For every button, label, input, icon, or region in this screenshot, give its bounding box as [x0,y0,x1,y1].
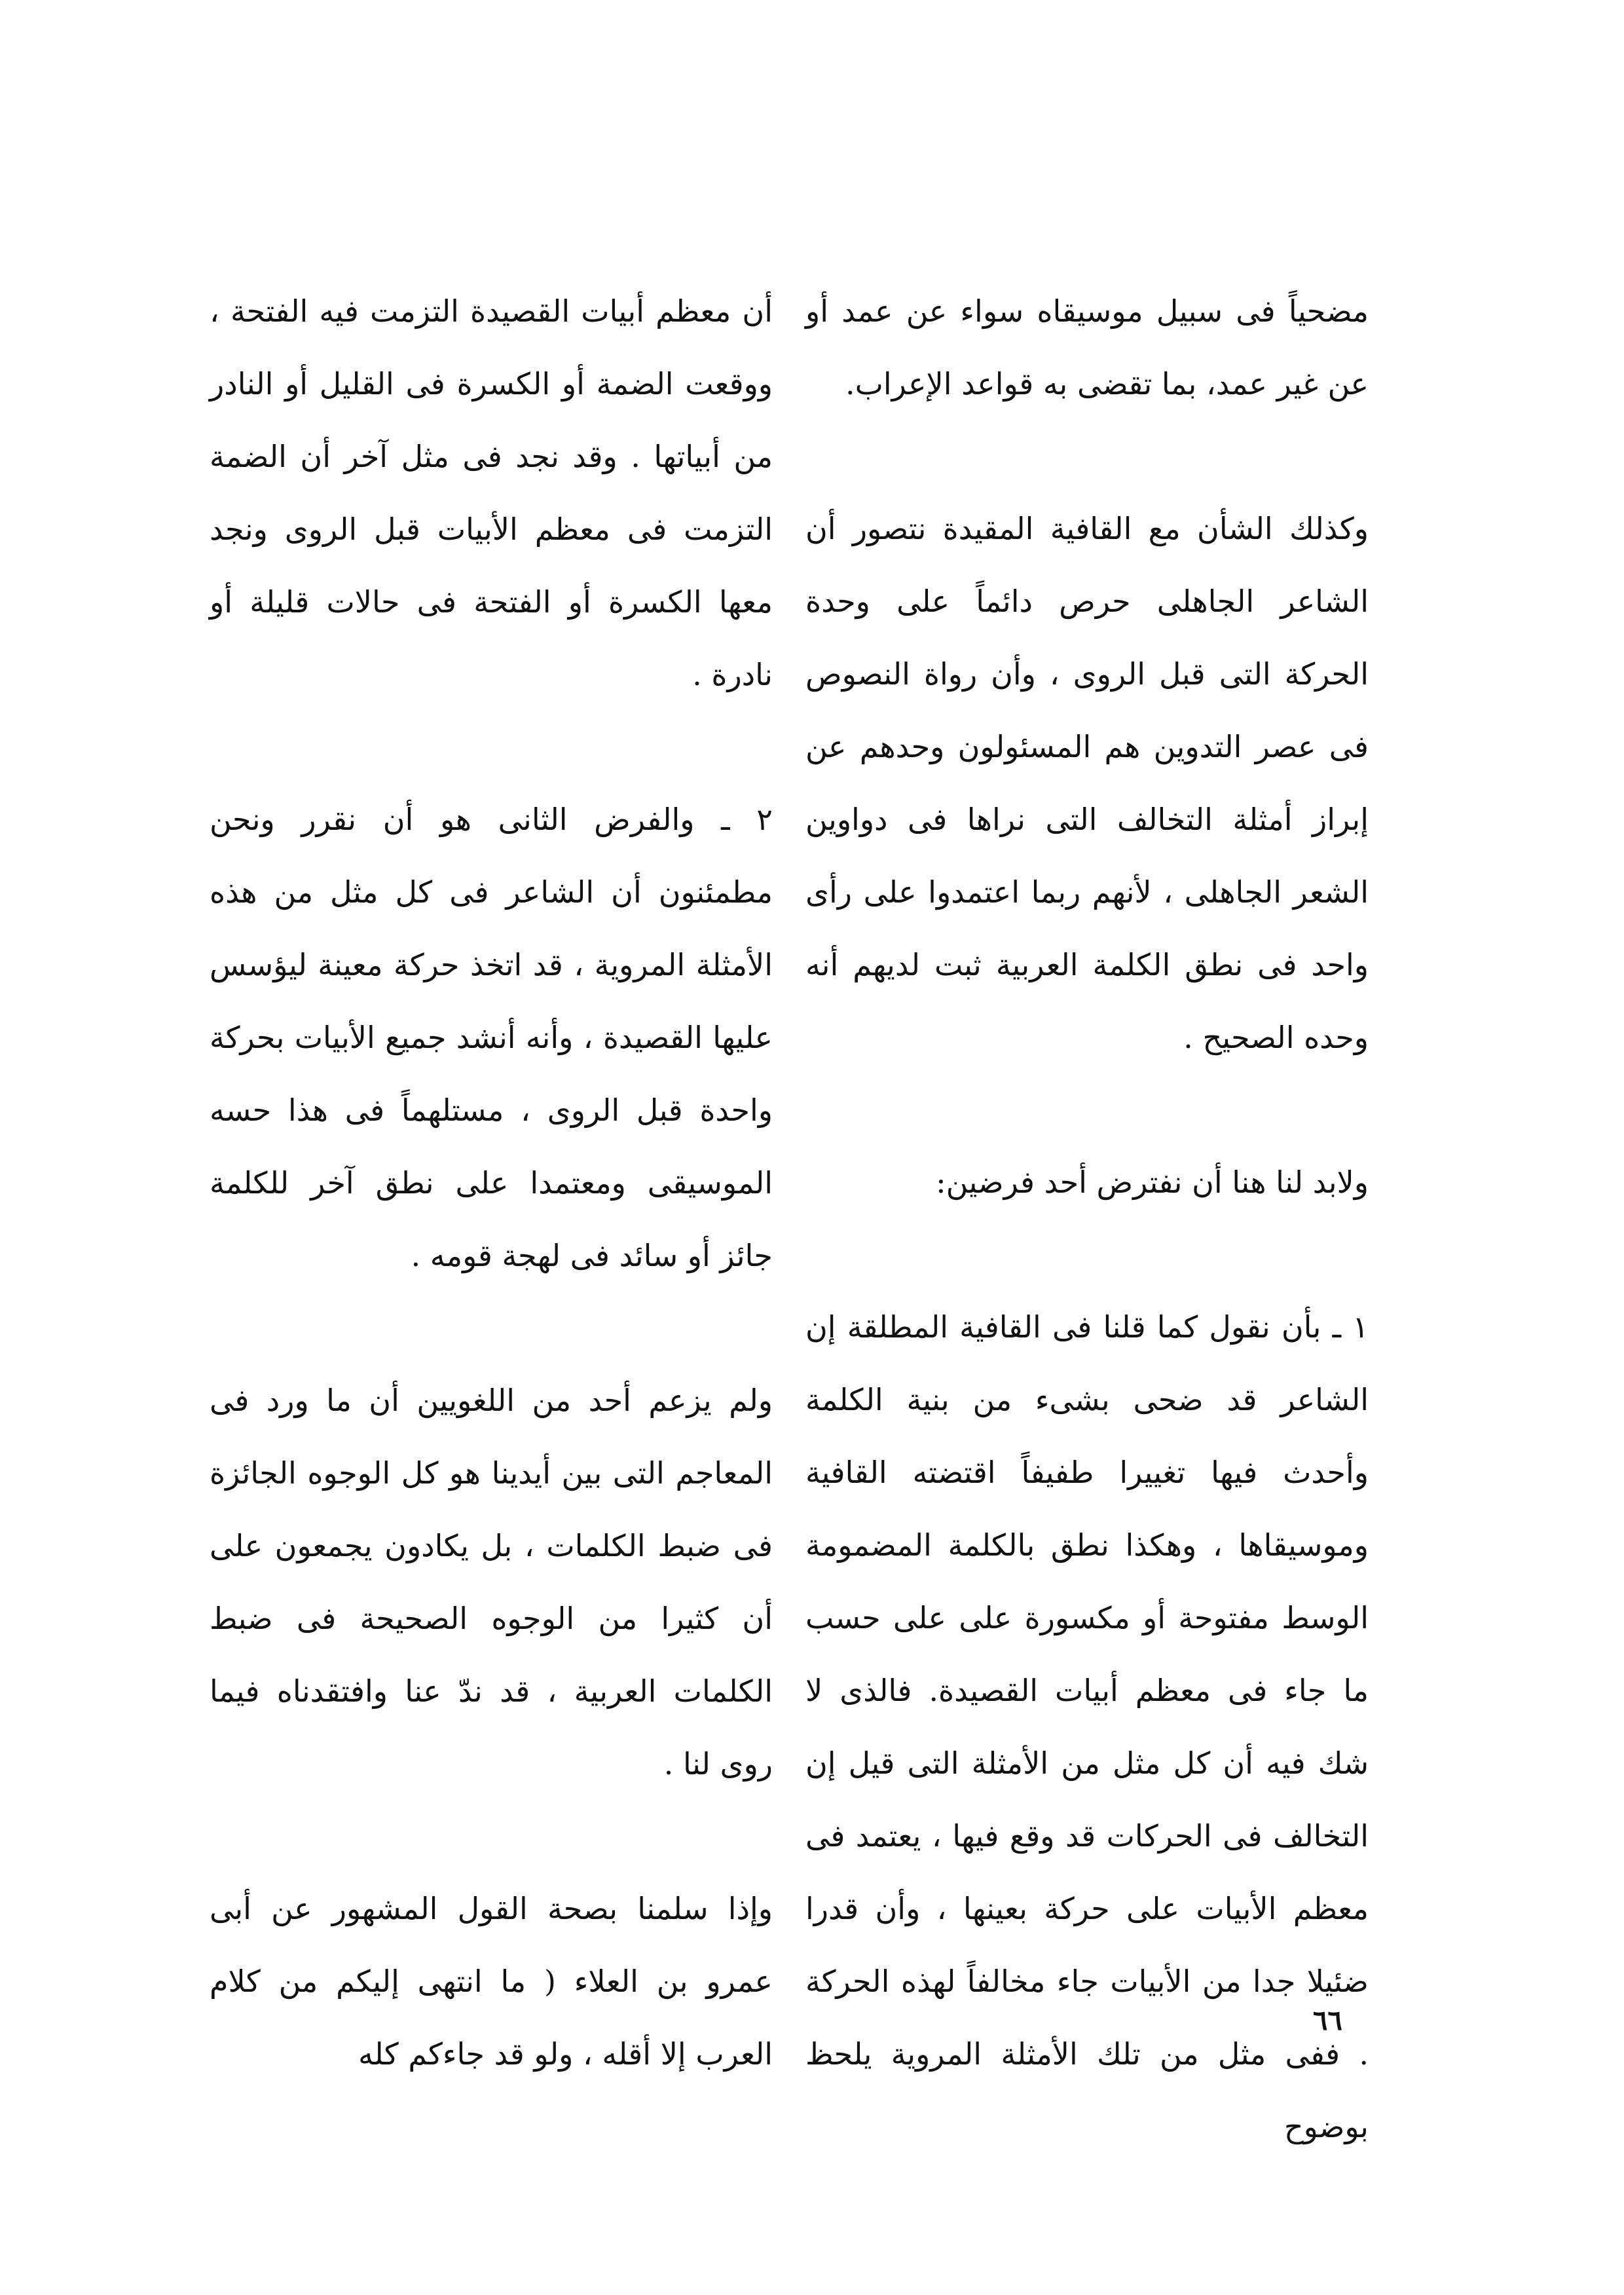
paragraph-gap [805,1219,1369,1291]
right-paragraph-1: مضحياً فى سبيل موسيقاه سواء عن عمد أو عن غير عمد، بما تقضى به قواعد الإعراب. [805,293,1369,401]
right-paragraph-4: ١ ـ بأن نقول كما قلنا فى القافية المطلقة إن الشاعر قد ضحى بشىء من بنية الكلمة وأحدث فيها تغييرا طفيفاً اقتضته القافية وموسيقاها ، وهكذا نطق بالكلمة المضمومة الوسط مفتوحة أو مكسورة على على حسب ما جاء فى معظم أبيات القصيدة. فالذى لا شك فيه أن كل مثل من الأمثلة التى قيل إن التخالف فى الحركات قد وقع فيها ، يعتمد فى معظم الأبيات على حركة بعينها ، وأن قدرا ضئيلا جدا من الأبيات جاء مخالفاً لهذه الحركة . ففى مثل من تلك الأمثلة المروية يلحظ بوضوح [805,1309,1369,2144]
left-paragraph-3: ولم يزعم أحد من اللغويين أن ما ورد فى المعاجم التى بين أيدينا هو كل الوجوه الجائزة فى ضبط الكلمات ، بل يكادون يجمعون على أن كثيرا من الوجوه الصحيحة فى ضبط الكلمات العربية ، قد ندّ عنا وافتقدناه فيما روى لنا . [210,1383,773,1782]
left-column [210,275,773,2091]
left-paragraph-2: ٢ ـ والفرض الثانى هو أن نقرر ونحن مطمئنون أن الشاعر فى كل مثل من هذه الأمثلة المروية ، قد اتخذ حركة معينة ليؤسس عليها القصيدة ، وأنه أنشد جميع الأبيات بحركة واحدة قبل الروى ، مستلهماً فى هذا حسه الموسيقى ومعتمدا على نطق آخر للكلمة جائز أو سائد فى لهجة قومه . [210,802,773,1273]
paragraph-gap [805,420,1369,493]
right-paragraph-2: وكذلك الشأن مع القافية المقيدة نتصور أن الشاعر الجاهلى حرص دائماً على وحدة الحركة التى قبل الروى ، وأن رواة النصوص فى عصر التدوين هم المسئولون وحدهم عن إبراز أمثلة التخالف التى نراها فى دواوين الشعر الجاهلى ، لأنهم ربما اعتمدوا على رأى واحد فى نطق الكلمة العربية ثبت لديهم أنه وحده الصحيح . [805,511,1369,1055]
left-paragraph-1: أن معظم أبيات القصيدة التزمت فيه الفتحة ، ووقعت الضمة أو الكسرة فى القليل أو النادر من أبياتها . وقد نجد فى مثل آخر أن الضمة التزمت فى معظم الأبيات قبل الروى ونجد معها الكسرة أو الفتحة فى حالات قليلة أو نادرة . [210,293,773,692]
paragraph-gap [210,1801,773,1873]
paragraph-gap [805,1074,1369,1146]
paragraph-gap [210,711,773,783]
left-paragraph-4: وإذا سلمنا بصحة القول المشهور عن أبى عمرو بن العلاء ( ما انتهى إليكم من كلام العرب إلا أقله ، ولو قد جاءكم كله [210,1891,773,2072]
right-column [805,275,1369,2163]
page-number: ٦٦ [1312,2004,1342,2036]
right-paragraph-3: ولابد لنا هنا أن نفترض أحد فرضين: [936,1165,1369,1200]
paragraph-gap [210,1292,773,1364]
